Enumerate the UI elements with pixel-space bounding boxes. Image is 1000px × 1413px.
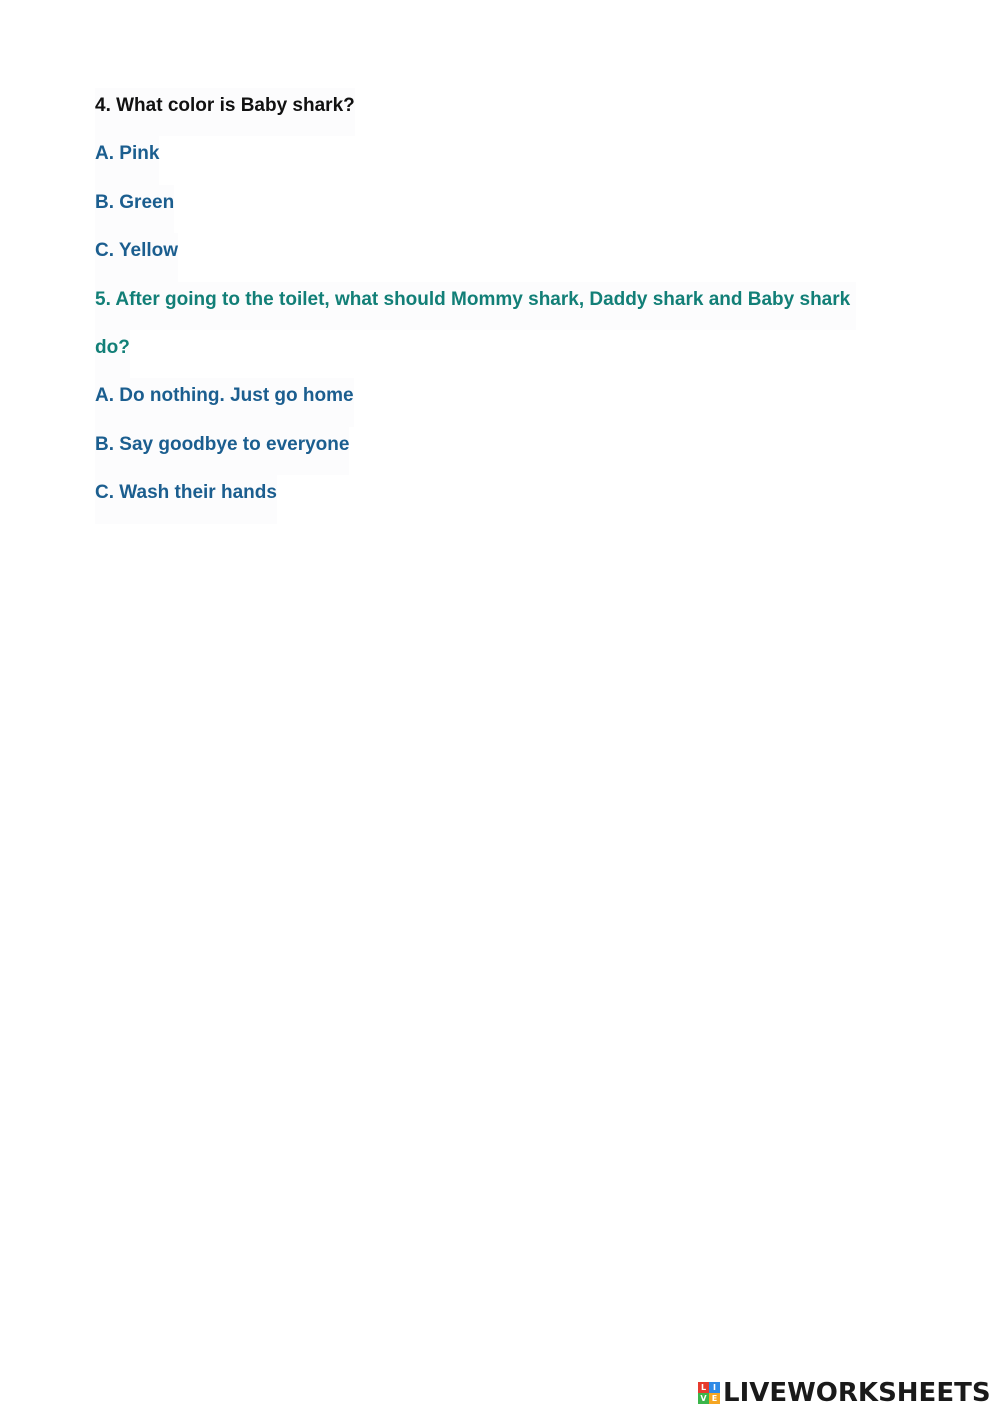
logo-mark-letter-e: E	[709, 1393, 720, 1404]
question-5-option-a[interactable]: A. Do nothing. Just go home	[95, 378, 354, 426]
liveworksheets-logo	[698, 1378, 991, 1408]
liveworksheets-logo-text: LIVEWORKSHEETS	[723, 1378, 991, 1408]
question-5-text-line2: do?	[95, 330, 130, 378]
logo-mark-letter-v: V	[698, 1393, 709, 1404]
worksheet-content	[95, 88, 915, 524]
liveworksheets-logo-icon	[698, 1382, 720, 1404]
logo-mark-letter-l: L	[698, 1382, 709, 1393]
question-4-option-c[interactable]: C. Yellow	[95, 233, 178, 281]
logo-mark-letter-i: I	[709, 1382, 720, 1393]
question-5-text-line1: 5. After going to the toilet, what should Mommy shark, Daddy shark and Baby shark	[95, 282, 856, 330]
question-5-option-b[interactable]: B. Say goodbye to everyone	[95, 427, 349, 475]
question-4-option-a[interactable]: A. Pink	[95, 136, 159, 184]
question-4-text: 4. What color is Baby shark?	[95, 88, 355, 136]
question-5-option-c[interactable]: C. Wash their hands	[95, 475, 277, 523]
question-4-option-b[interactable]: B. Green	[95, 185, 174, 233]
